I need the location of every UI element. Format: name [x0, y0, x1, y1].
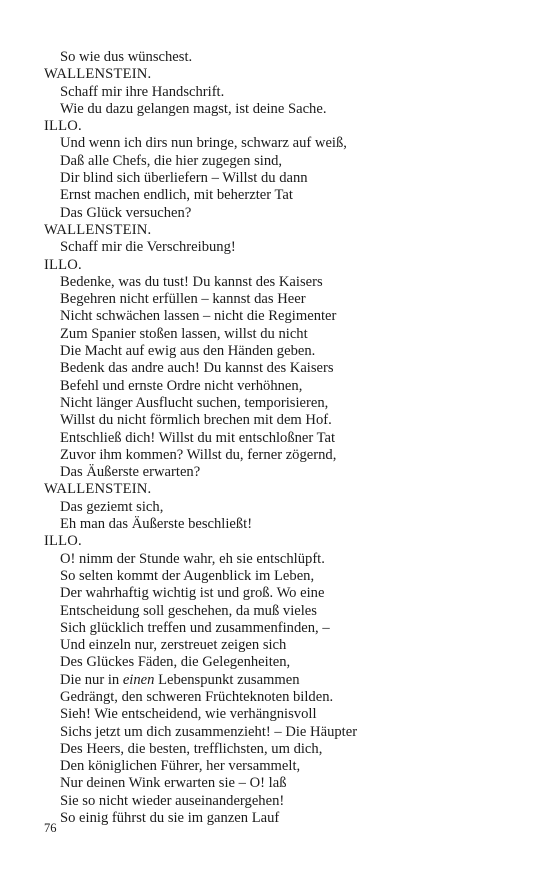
- verse-line: Der wahrhaftig wichtig ist und groß. Wo eine: [60, 585, 325, 602]
- verse-line: Daß alle Chefs, die hier zugegen sind,: [60, 152, 283, 169]
- verse-line: Sich glücklich treffen und zusammenfinden, –: [60, 619, 330, 636]
- verse-line: Des Heers, die besten, trefflichsten, um dich,: [60, 740, 323, 757]
- verse-line: Die Macht auf ewig aus den Händen geben.: [60, 343, 316, 360]
- verse-line: Schaff mir die Verschreibung!: [60, 239, 236, 256]
- emphasized-word: einen: [122, 671, 155, 688]
- verse-line: So wie dus wünschest.: [60, 49, 193, 65]
- verse-line: Nicht schwächen lassen – nicht die Regimenter: [60, 308, 337, 325]
- verse-line: Bedenk das andre auch! Du kannst des Kaisers: [60, 360, 334, 377]
- speaker-name: WALLENSTEIN.: [44, 66, 152, 83]
- verse-line: Das geziemt sich,: [60, 498, 164, 515]
- verse-line: Sie so nicht wieder auseinandergehen!: [60, 792, 285, 809]
- speaker-name: WALLENSTEIN.: [44, 481, 152, 498]
- verse-line: So einig führst du sie im ganzen Lauf: [60, 810, 280, 827]
- verse-line: Das Äußerste erwarten?: [60, 464, 201, 481]
- verse-line: Sichs jetzt um dich zusammenzieht! – Die Häupter: [60, 723, 358, 740]
- verse-line: Dir blind sich überliefern – Willst du dann: [60, 170, 308, 187]
- verse-line: Den königlichen Führer, her versammelt,: [60, 758, 301, 775]
- verse-line: Entschließ dich! Willst du mit entschloßner Tat: [60, 429, 336, 446]
- verse-line: O! nimm der Stunde wahr, eh sie entschlüpft.: [60, 550, 325, 567]
- verse-text: Die nur in: [60, 671, 123, 688]
- verse-line: Zuvor ihm kommen? Willst du, ferner zögernd,: [60, 446, 337, 463]
- verse-line: Nur deinen Wink erwarten sie – O! laß: [60, 775, 287, 792]
- verse-line: Begehren nicht erfüllen – kannst das Heer: [60, 291, 306, 308]
- verse-line: Gedrängt, den schweren Früchteknoten bilden.: [60, 688, 334, 705]
- verse-line: So selten kommt der Augenblick im Leben,: [60, 567, 315, 584]
- speaker-name: ILLO.: [44, 256, 82, 273]
- verse-line: Bedenke, was du tust! Du kannst des Kaisers: [60, 273, 323, 290]
- verse-line: Zum Spanier stoßen lassen, willst du nicht: [60, 325, 308, 342]
- verse-line: Schaff mir ihre Handschrift.: [60, 83, 225, 100]
- verse-line: Und einzeln nur, zerstreuet zeigen sich: [60, 637, 287, 654]
- verse-line: [44, 672, 524, 689]
- speaker-name: WALLENSTEIN.: [44, 221, 152, 238]
- page-number: 76: [44, 821, 57, 835]
- verse-line: Eh man das Äußerste beschließt!: [60, 516, 253, 533]
- verse-line: Befehl und ernste Ordre nicht verhöhnen,: [60, 377, 303, 394]
- drama-text: [44, 49, 524, 827]
- verse-line: Sieh! Wie entscheidend, wie verhängnisvoll: [60, 706, 317, 723]
- verse-line: Wie du dazu gelangen magst, ist deine Sache.: [60, 100, 327, 117]
- verse-text: Lebenspunkt zusammen: [154, 671, 300, 688]
- verse-line: Nicht länger Ausflucht suchen, temporisieren,: [60, 394, 329, 411]
- verse-line: Und wenn ich dirs nun bringe, schwarz auf weiß,: [60, 135, 347, 152]
- verse-line: Das Glück versuchen?: [60, 204, 192, 221]
- speaker-name: ILLO.: [44, 533, 82, 550]
- verse-line: Ernst machen endlich, mit beherzter Tat: [60, 187, 293, 204]
- verse-line: Entscheidung soll geschehen, da muß vieles: [60, 602, 317, 619]
- verse-line: Willst du nicht förmlich brechen mit dem Hof.: [60, 412, 332, 429]
- verse-line: Des Glückes Fäden, die Gelegenheiten,: [60, 654, 291, 671]
- speaker-name: ILLO.: [44, 118, 82, 135]
